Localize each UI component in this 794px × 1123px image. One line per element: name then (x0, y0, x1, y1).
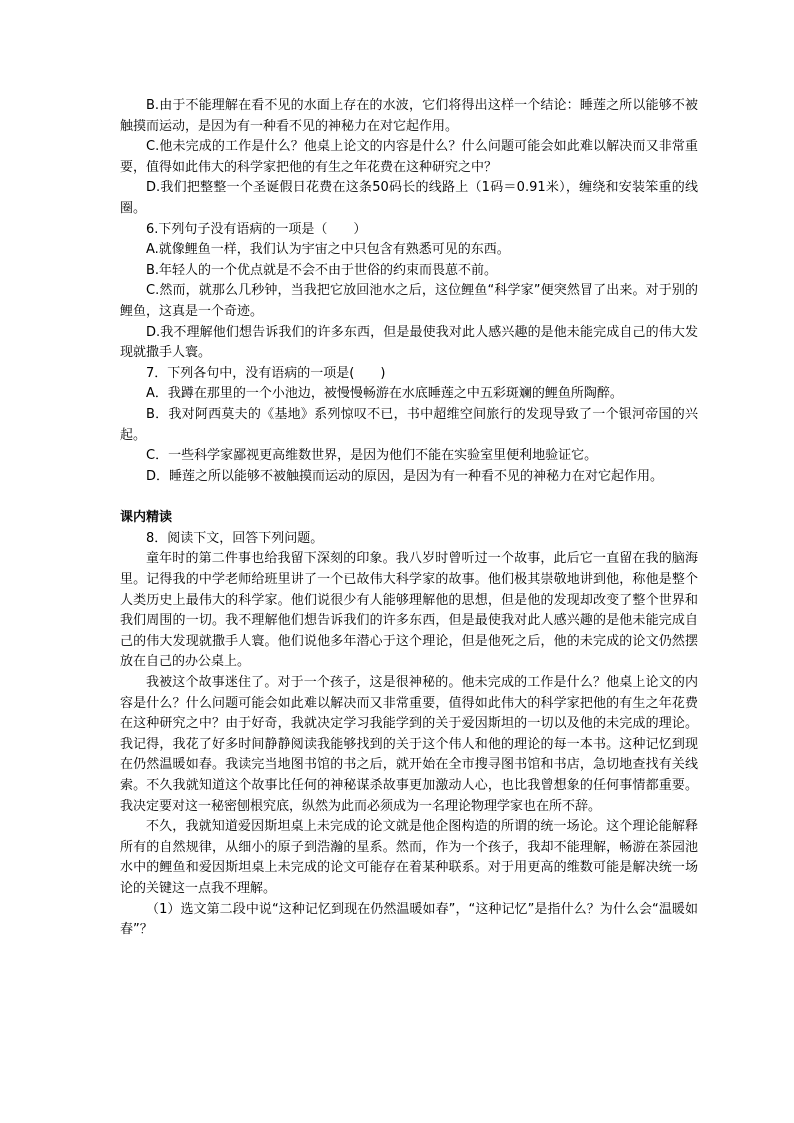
section-gap (120, 487, 698, 508)
q6-stem: 6.下列句子没有语病的一项是（ ） (146, 221, 367, 237)
q8-stem: 8．阅读下文，回答下列问题。 (146, 530, 324, 546)
reading-paragraph-3: 不久，我就知道爱因斯坦桌上未完成的论文就是他企图构造的所谓的统一场论。这个理论能解释所有的自然规律，从细小的原子到浩瀚的星系。然而，作为一个孩子，我却不能理解，畅游在茶园池水中的鲤鱼和爱因斯坦桌上未完成的论文可能存在着某种联系。对于用更高的维数可能是解决统一场论的关键这一点我不理解。 (120, 819, 698, 896)
q7-stem: 7．下列各句中，没有语病的一项是( ) (146, 365, 386, 381)
q7-option-b: B．我对阿西莫夫的《基地》系列惊叹不已，书中超维空间旅行的发现导致了一个银河帝国的兴起。 (120, 406, 698, 443)
q5-option-c: C.他未完成的工作是什么？他桌上论文的内容是什么？什么问题可能会如此难以解决而又非常重要，值得如此伟大的科学家把他的有生之年花费在这种研究之中？ (120, 139, 698, 175)
q7-option-a: A．我蹲在那里的一个小池边，被慢慢畅游在水底睡莲之中五彩斑斓的鲤鱼所陶醉。 (146, 386, 623, 402)
q7-option-c: C．一些科学家鄙视更高维数世界，是因为他们不能在实验室里便利地验证它。 (146, 448, 598, 464)
document-page (120, 96, 698, 941)
q6-option-b: B.年轻人的一个优点就是不会不由于世俗的约束而畏葸不前。 (146, 262, 498, 278)
q5-option-b: B.由于不能理解在看不见的水面上存在的水波，它们将得出这样一个结论：睡莲之所以能够不被触摸而运动，是因为有一种看不见的神秘力在对它起作用。 (120, 98, 698, 134)
section-heading: 课内精读 (120, 510, 173, 526)
q6-option-c: C.然而，就那么几秒钟，当我把它放回池水之后，这位鲤鱼“科学家”便突然冒了出来。对于别的鲤鱼，这真是一个奇迹。 (120, 283, 698, 319)
q6-option-a: A.就像鲤鱼一样，我们认为宇宙之中只包含有熟悉可见的东西。 (146, 242, 510, 258)
q7-option-d: D．睡莲之所以能够不被触摸而运动的原因，是因为有一种看不见的神秘力在对它起作用。 (146, 468, 664, 484)
q8-subquestion-1: （1）选文第二段中说“这种记忆到现在仍然温暖如春”，“这种记忆”是指什么？为什么会“温暖如春”？ (120, 901, 698, 938)
reading-paragraph-1: 童年时的第二件事也给我留下深刻的印象。我八岁时曾听过一个故事，此后它一直留在我的脑海里。记得我的中学老师给班里讲了一个已故伟大科学家的故事。他们极其崇敬地讲到他，称他是整个人类历史上最伟大的科学家。他们说很少有人能够理解他的思想，但是他的发现却改变了整个世界和我们周围的一切。我不理解他们想告诉我们的许多东西，但是最使我对此人感兴趣的是他未能完成自己的伟大发现就撒手人寰。他们说他多年潜心于这个理论，但是他死之后，他的未完成的论文仍然摆放在自己的办公桌上。 (120, 551, 698, 670)
reading-paragraph-2: 我被这个故事迷住了。对于一个孩子，这是很神秘的。他未完成的工作是什么？他桌上论文的内容是什么？什么问题可能会如此难以解决而又非常重要，值得如此伟大的科学家把他的有生之年花费在这种研究之中？由于好奇，我就决定学习我能学到的关于爱因斯坦的一切以及他的未完成的理论。我记得，我花了好多时间静静阅读我能够找到的关于这个伟人和他的理论的每一本书。这种记忆到现在仍然温暖如春。我读完当地图书馆的书之后，就开始在全市搜寻图书馆和书店，急切地查找有关线索。不久我就知道这个故事比任何的神秘谋杀故事更加激动人心，也比我曾想象的任何事情都重要。我决定要对这一秘密刨根究底，纵然为此而必须成为一名理论物理学家也在所不辞。 (120, 675, 698, 814)
q5-option-d: D.我们把整整一个圣诞假日花费在这条50码长的线路上（1码＝0.91米），缠绕和安装笨重的线圈。 (120, 180, 698, 216)
q6-option-d: D.我不理解他们想告诉我们的许多东西，但是最使我对此人感兴趣的是他未能完成自己的伟大发现就撒手人寰。 (120, 324, 698, 361)
